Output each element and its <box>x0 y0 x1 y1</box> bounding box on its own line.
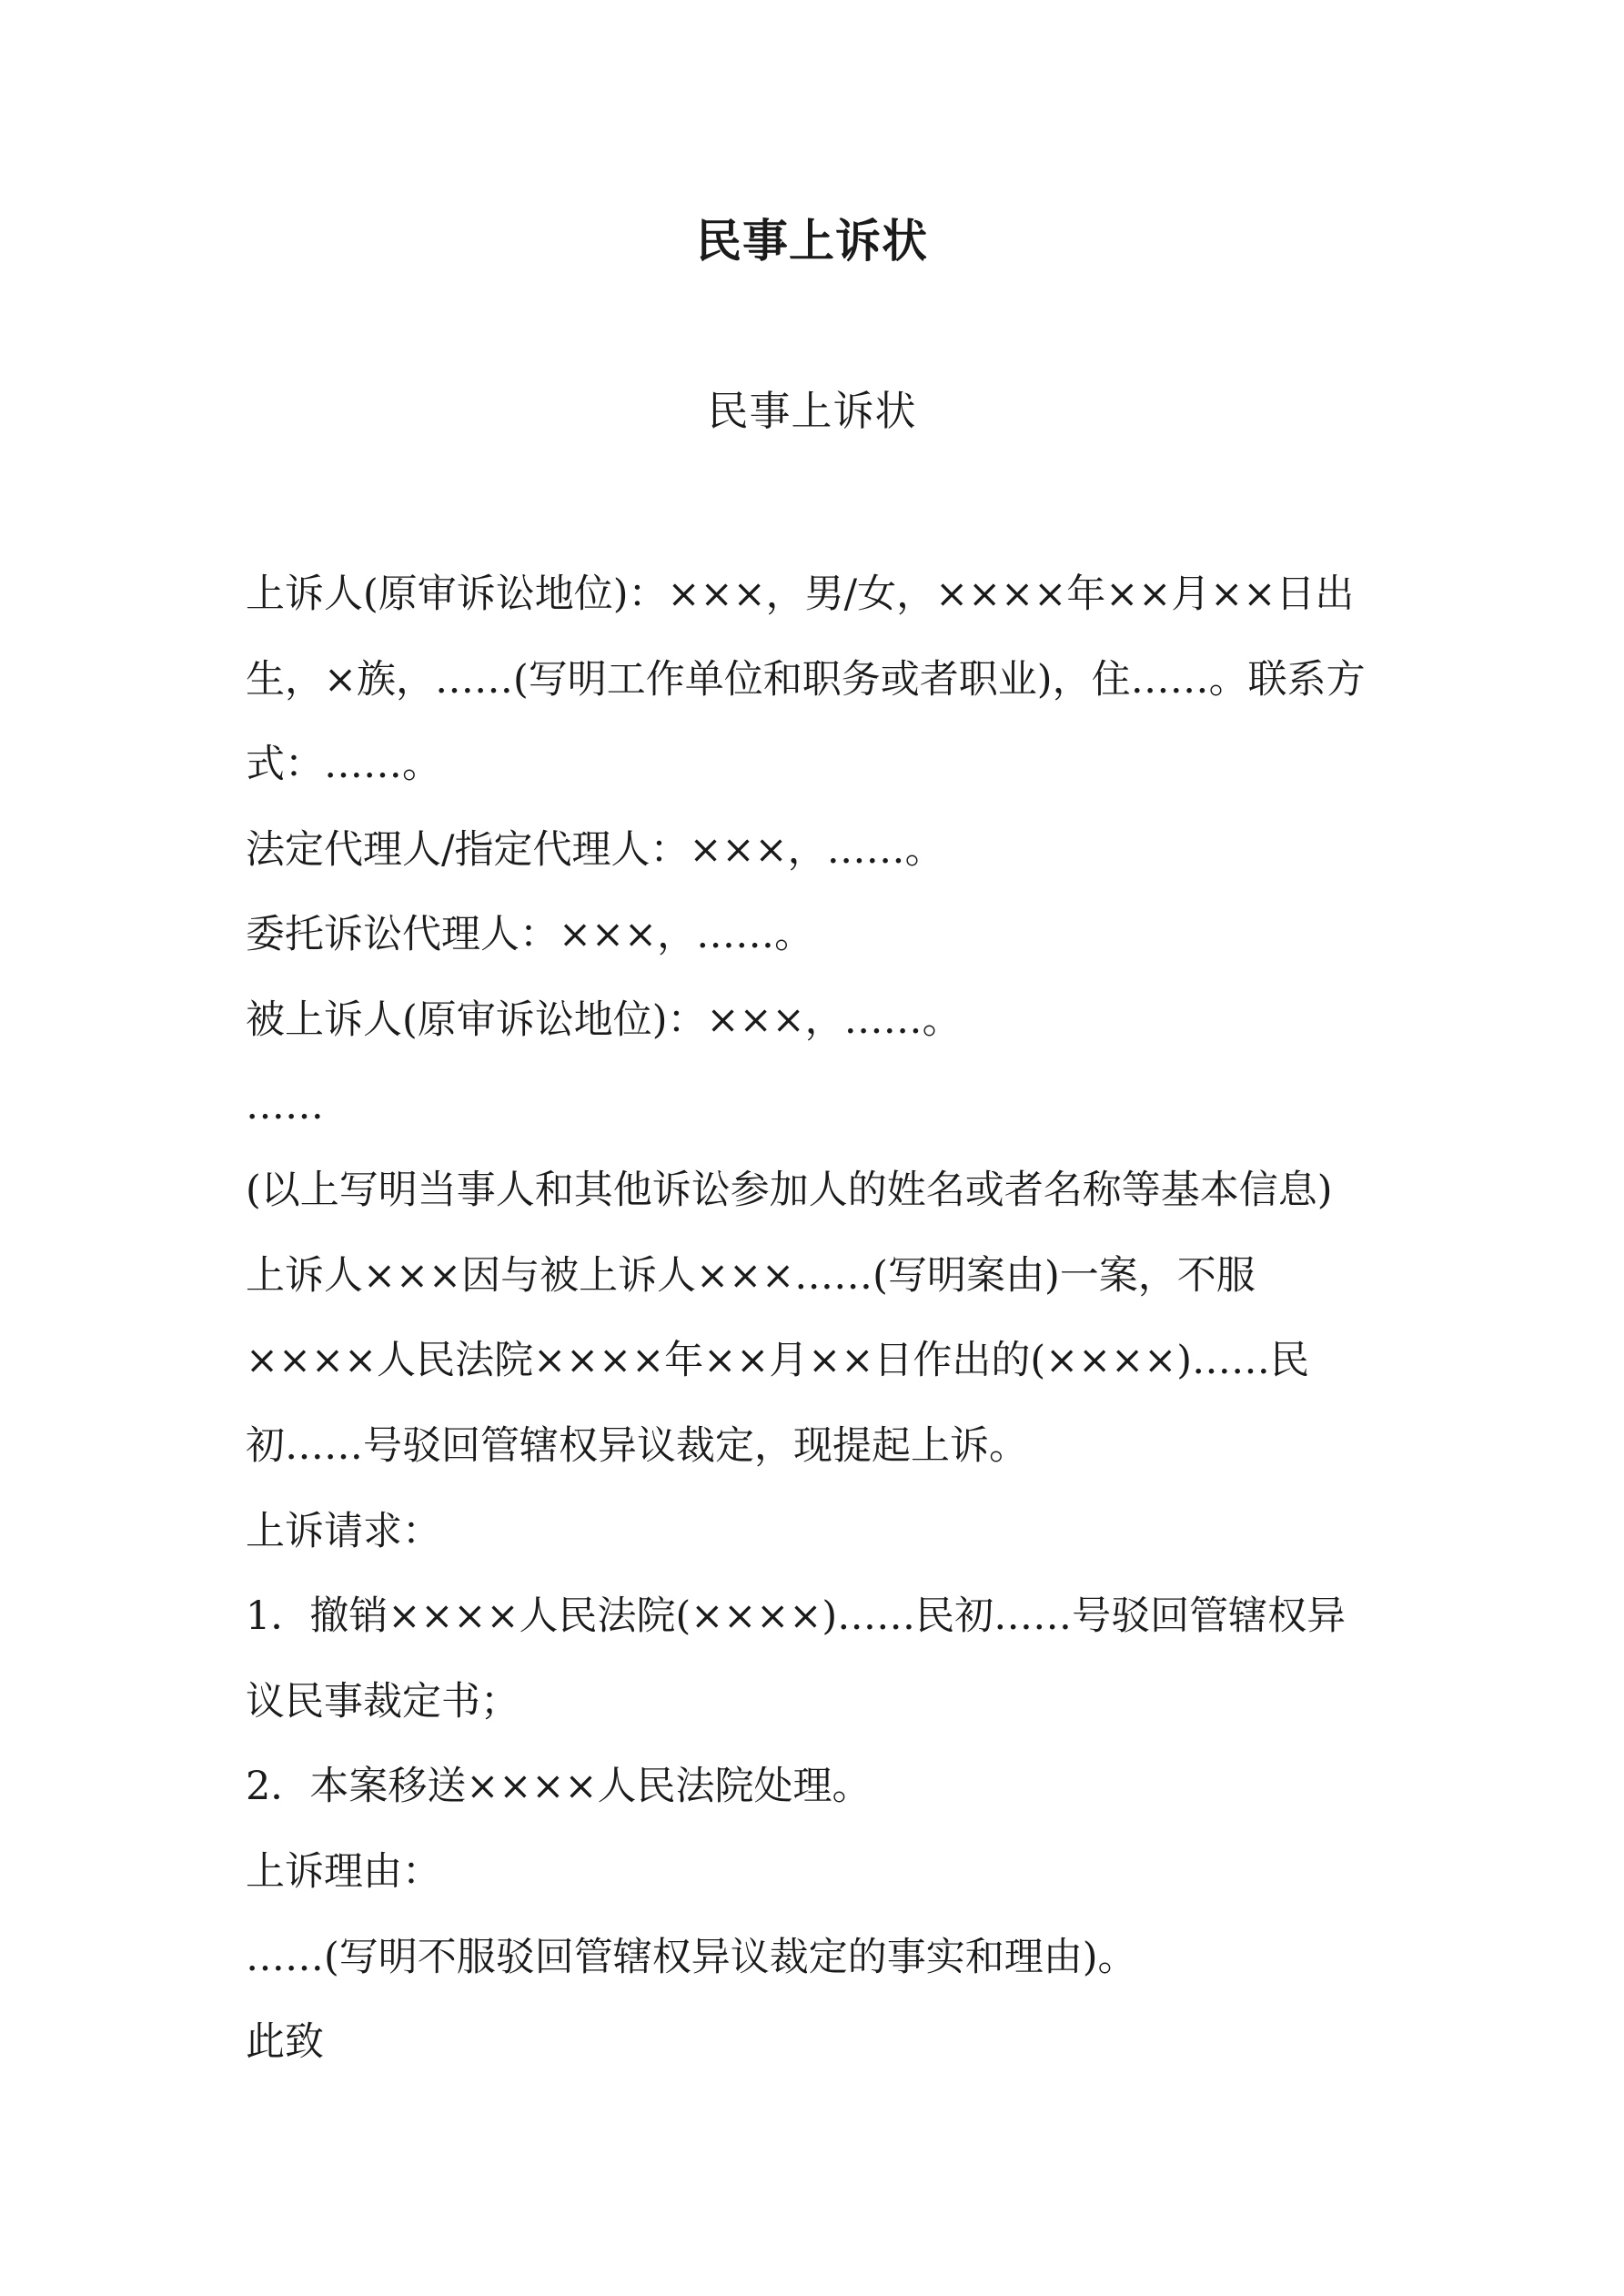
legal-agent-paragraph: 法定代理人/指定代理人：×××，……。 <box>246 826 944 873</box>
appeal-request-item-2: 2．本案移送××××人民法院处理。 <box>246 1764 872 1810</box>
appeal-reasons-heading: 上诉理由： <box>246 1848 441 1895</box>
appeal-request-item-1: 1．撤销××××人民法院(××××)……民初……号驳回管辖权异议民事裁定书； <box>246 1593 1347 1725</box>
appellee-paragraph: 被上诉人(原审诉讼地位)：×××，……。 <box>246 996 962 1043</box>
appeal-reasons-paragraph: ……(写明不服驳回管辖权异议裁定的事实和理由)。 <box>246 1934 1137 1980</box>
appellant-paragraph: 上诉人(原审诉讼地位)：×××，男/女，××××年××月××日出生，×族，……(写明工作单位和职务或者职业)，住……。联系方式：……。 <box>246 571 1366 788</box>
document-subtitle: 民事上诉状 <box>707 387 917 435</box>
case-statement-paragraph: 上诉人×××因与被上诉人×××……(写明案由)一案，不服××××人民法院××××年××月××日作出的(××××)……民初……号驳回管辖权异议裁定，现提起上诉。 <box>246 1252 1310 1469</box>
appeal-requests-heading: 上诉请求： <box>246 1508 441 1554</box>
entrusted-agent-paragraph: 委托诉讼代理人：×××，……。 <box>246 912 814 958</box>
ellipsis-paragraph: …… <box>246 1082 324 1128</box>
closing-salutation: 此致 <box>246 2019 324 2066</box>
document-body <box>246 552 1383 2086</box>
document-title: 民事上诉状 <box>696 215 928 268</box>
parties-note-paragraph: (以上写明当事人和其他诉讼参加人的姓名或者名称等基本信息) <box>246 1168 1333 1214</box>
